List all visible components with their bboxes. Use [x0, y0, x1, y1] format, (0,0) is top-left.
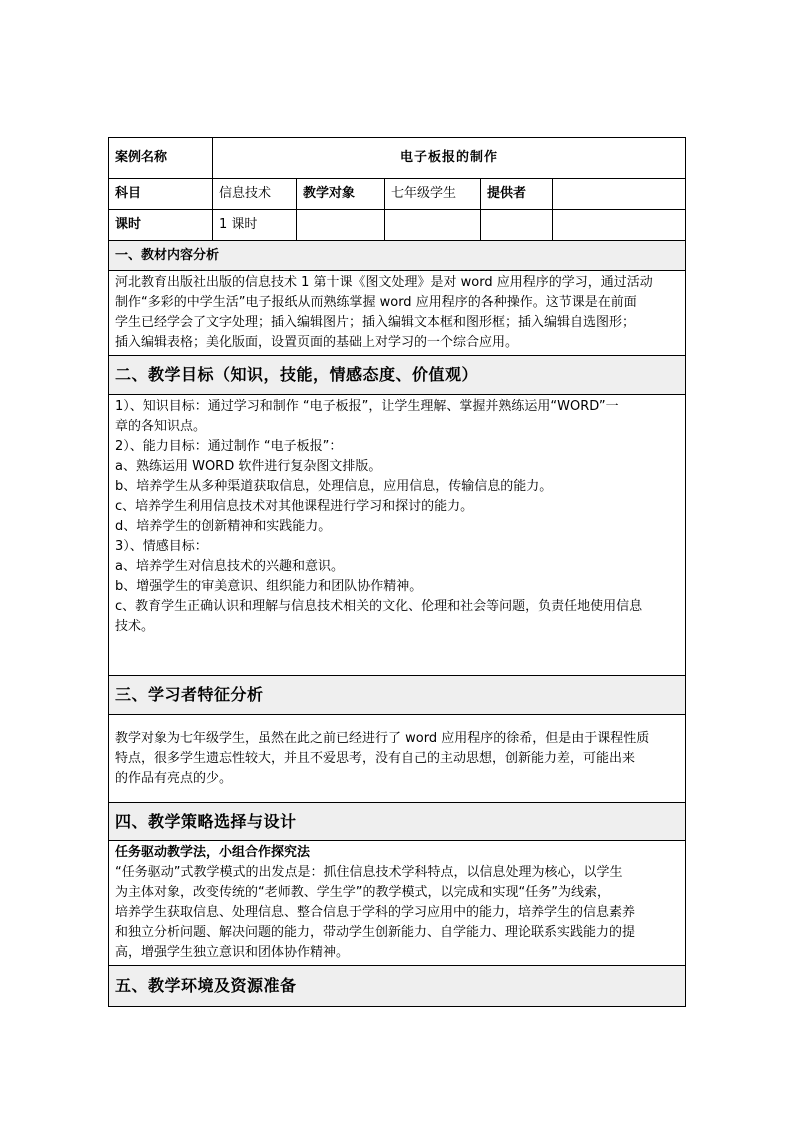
section-2-header [109, 356, 686, 395]
text-line: 章的各知识点。 [115, 419, 207, 434]
provider-label: 提供者 [481, 179, 553, 210]
text-line: b、培养学生从多种渠道获取信息，处理信息，应用信息，传输信息的能力。 [115, 479, 553, 494]
text-line: 技术。 [115, 619, 155, 634]
text-line: 为主体对象，改变传统的“老师教、学生学”的教学模式，以完成和实现“任务”为线索， [115, 885, 610, 900]
text-line: b、增强学生的审美意识、组织能力和团队协作精神。 [115, 579, 423, 594]
text-line: 1）、知识目标：通过学习和制作 “电子板报”，让学生理解、掌握并熟练运用“WORD”一 [115, 399, 619, 414]
hours-row [109, 210, 686, 241]
section-1-title: 一、教材内容分析 [109, 241, 686, 271]
text-line: 特点，很多学生遗忘性较大，并且不爱思考，没有自己的主动思想，创新能力差，可能出来 [115, 750, 636, 766]
text-line: 高，增强学生独立意识和团体协作精神。 [115, 945, 350, 960]
text-line: a、培养学生对信息技术的兴趣和意识。 [115, 559, 344, 574]
section-3-title: 三、学习者特征分析 [109, 676, 686, 715]
section-2-content [109, 395, 686, 676]
audience-value: 七年级学生 [385, 179, 481, 210]
section-3-body [109, 715, 686, 803]
text-line: 的作品有亮点的少。 [115, 770, 233, 786]
empty-cell [385, 210, 481, 241]
case-row [109, 138, 686, 179]
text-line: 教学对象为七年级学生，虽然在此之前已经进行了 word 应用程序的徐希，但是由于课程性质 [115, 730, 650, 746]
hours-label: 课时 [109, 210, 213, 241]
text-line: 学生已经学会了文字处理；插入编辑图片；插入编辑文本框和图形框；插入编辑自选图形； [115, 315, 636, 330]
section-5-header [109, 966, 686, 1007]
section-2-body [109, 395, 686, 676]
text-line: “任务驱动”式教学模式的出发点是：抓住信息技术学科特点，以信息处理为核心，以学生 [115, 865, 623, 880]
empty-cell [553, 210, 686, 241]
section-1-header [109, 241, 686, 271]
case-title: 电子板报的制作 [213, 138, 686, 179]
section-4-body [109, 841, 686, 966]
section-4-header [109, 803, 686, 841]
section-3-header [109, 676, 686, 715]
empty-cell [481, 210, 553, 241]
text-line: c、培养学生利用信息技术对其他课程进行学习和探讨的能力。 [115, 499, 474, 514]
subject-row [109, 179, 686, 210]
case-label: 案例名称 [109, 138, 213, 179]
section-4-title: 四、教学策略选择与设计 [109, 803, 686, 841]
section-4-content [109, 841, 686, 966]
audience-label: 教学对象 [297, 179, 385, 210]
text-line: 插入编辑表格；美化版面，设置页面的基础上对学习的一个综合应用。 [115, 335, 519, 350]
text-line: d、培养学生的创新精神和实践能力。 [115, 519, 332, 534]
text-line: 河北教育出版社出版的信息技术 1 第十课《图文处理》是对 word 应用程序的学习，通过活动 [115, 275, 653, 290]
text-line: 制作“多彩的中学生活”电子报纸从而熟练掌握 word 应用程序的各种操作。这节课是在前面 [115, 295, 637, 310]
section-2-title: 二、教学目标（知识，技能，情感态度、价值观） [109, 356, 686, 395]
subject-value: 信息技术 [213, 179, 297, 210]
subject-label: 科目 [109, 179, 213, 210]
text-line: c、教育学生正确认识和理解与信息技术相关的文化、伦理和社会等问题，负责任地使用信息 [115, 599, 643, 614]
section-5-title: 五、教学环境及资源准备 [109, 966, 686, 1007]
text-line: 和独立分析问题、解决问题的能力，带动学生创新能力、自学能力、理论联系实践能力的提 [115, 925, 636, 940]
section-3-content [109, 715, 686, 803]
method-line: 任务驱动教学法，小组合作探究法 [115, 845, 311, 860]
text-line: 2）、能力目标：通过制作 “电子板报”： [115, 439, 343, 454]
hours-value: 1 课时 [213, 210, 297, 241]
section-1-content [109, 271, 686, 356]
text-line: 培养学生获取信息、处理信息、整合信息于学科的学习应用中的能力，培养学生的信息素养 [115, 905, 636, 920]
empty-cell [297, 210, 385, 241]
text-line: 3）、情感目标： [115, 539, 208, 554]
section-1-body [109, 271, 686, 356]
lesson-plan-table [108, 137, 686, 1007]
provider-value [553, 179, 686, 210]
text-line: a、熟练运用 WORD 软件进行复杂图文排版。 [115, 459, 382, 474]
